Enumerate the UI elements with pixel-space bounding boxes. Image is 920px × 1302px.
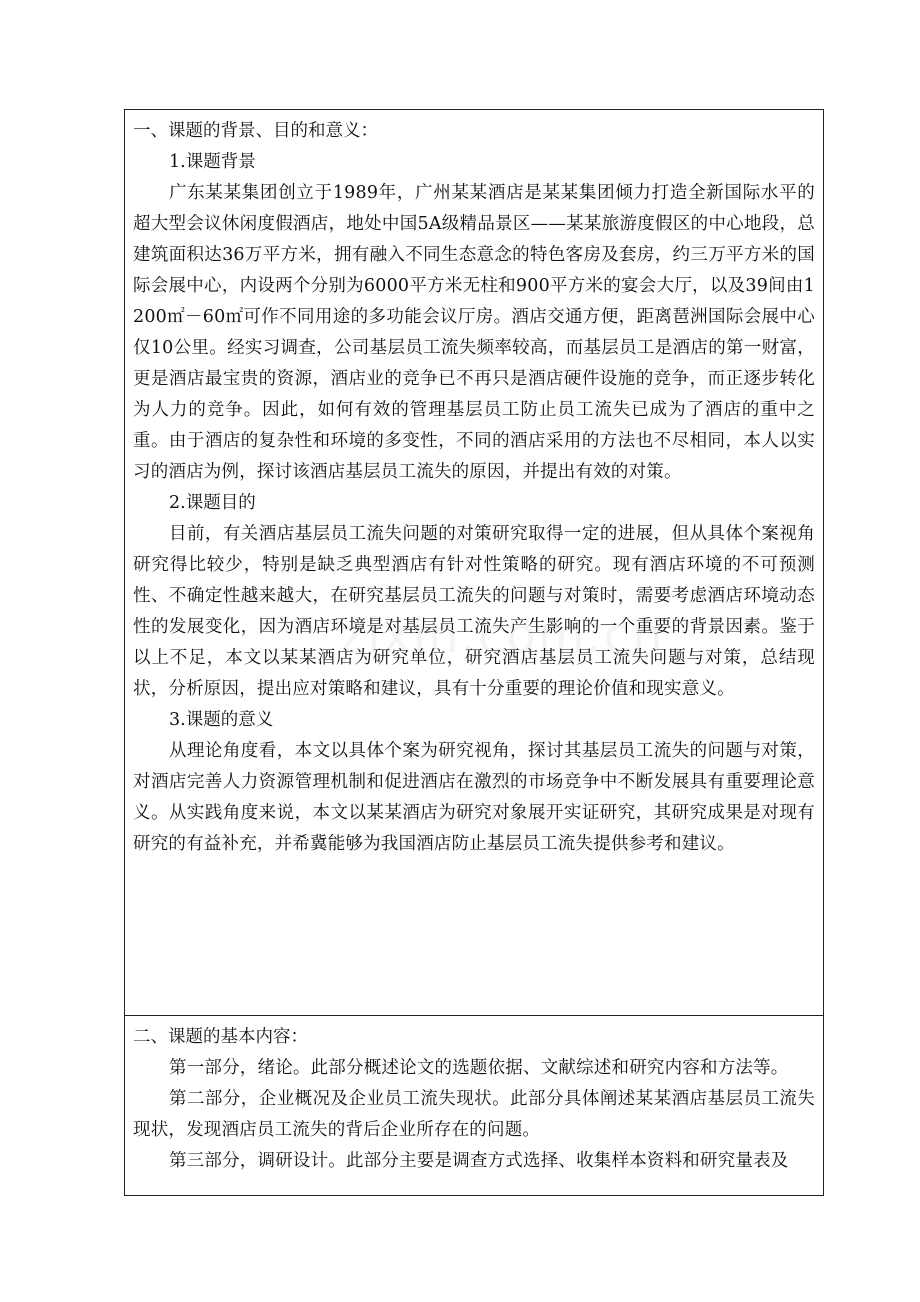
subheading-background: 1.课题背景 [169, 152, 256, 172]
paragraph-purpose: 目前，有关酒店基层员工流失问题的对策研究取得一定的进展，但从具体个案视角研究得比较少，特别是缺乏典型酒店有针对性策略的研究。现有酒店环境的不可预测性、不确定性越来越大，在研究基层员工流失的问题与对策时，需要考虑酒店环境动态性的发展变化，因为酒店环境是对基层员工流失产生影响的一个重要的背景因素。鉴于以上不足，本文以某某酒店为研究单位，研究酒店基层员工流失问题与对策，总结现状，分析原因，提出应对策略和建议，具有十分重要的理论价值和现实意义。 [133, 524, 815, 699]
paragraph-part-two: 第二部分，企业概况及企业员工流失现状。此部分具体阐述某某酒店基层员工流失现状，发现酒店员工流失的背后企业所存在的问题。 [133, 1089, 815, 1140]
section-heading: 二、课题的基本内容： [133, 1027, 308, 1047]
paragraph-part-one: 第一部分，绪论。此部分概述论文的选题依据、文献综述和研究内容和方法等。 [169, 1058, 789, 1078]
paragraph-part-three: 第三部分，调研设计。此部分主要是调查方式选择、收集样本资料和研究量表及 [169, 1151, 789, 1171]
paragraph-background: 广东某某集团创立于1989年，广州某某酒店是某某集团倾力打造全新国际水平的超大型会议休闲度假酒店，地处中国5A级精品景区——某某旅游度假区的中心地段，总建筑面积达36万平方米，拥有融入不同生态意念的特色客房及套房，约三万平方米的国际会展中心，内设两个分别为6000平方米无柱和900平方米的宴会大厅，以及39间由1200㎡－60㎡可作不同用途的多功能会议厅房。酒店交通方便，距离琶洲国际会展中心仅10公里。经实习调查，公司基层员工流失频率较高，而基层员工是酒店的第一财富，更是酒店最宝贵的资源，酒店业的竞争已不再只是酒店硬件设施的竞争，而正逐步转化为人力的竞争。因此，如何有效的管理基层员工防止员工流失已成为了酒店的重中之重。由于酒店的复杂性和环境的多变性，不同的酒店采用的方法也不尽相同，本人以实习的酒店为例，探讨该酒店基层员工流失的原因，并提出有效的对策。 [133, 183, 815, 482]
basic-content-section [125, 1016, 823, 1195]
section-heading: 一、课题的背景、目的和意义： [133, 121, 378, 141]
background-purpose-significance-section [125, 110, 823, 1016]
paragraph-significance: 从理论角度看，本文以具体个案为研究视角，探讨其基层员工流失的问题与对策，对酒店完善人力资源管理机制和促进酒店在激烈的市场竞争中不断发展具有重要理论意义。从实践角度来说，本文以某某酒店为研究对象展开实证研究，其研究成果是对现有研究的有益补充，并希冀能够为我国酒店防止基层员工流失提供参考和建议。 [133, 741, 815, 854]
subheading-significance: 3.课题的意义 [169, 710, 274, 730]
proposal-table [124, 109, 824, 1196]
subheading-purpose: 2.课题目的 [169, 493, 256, 513]
